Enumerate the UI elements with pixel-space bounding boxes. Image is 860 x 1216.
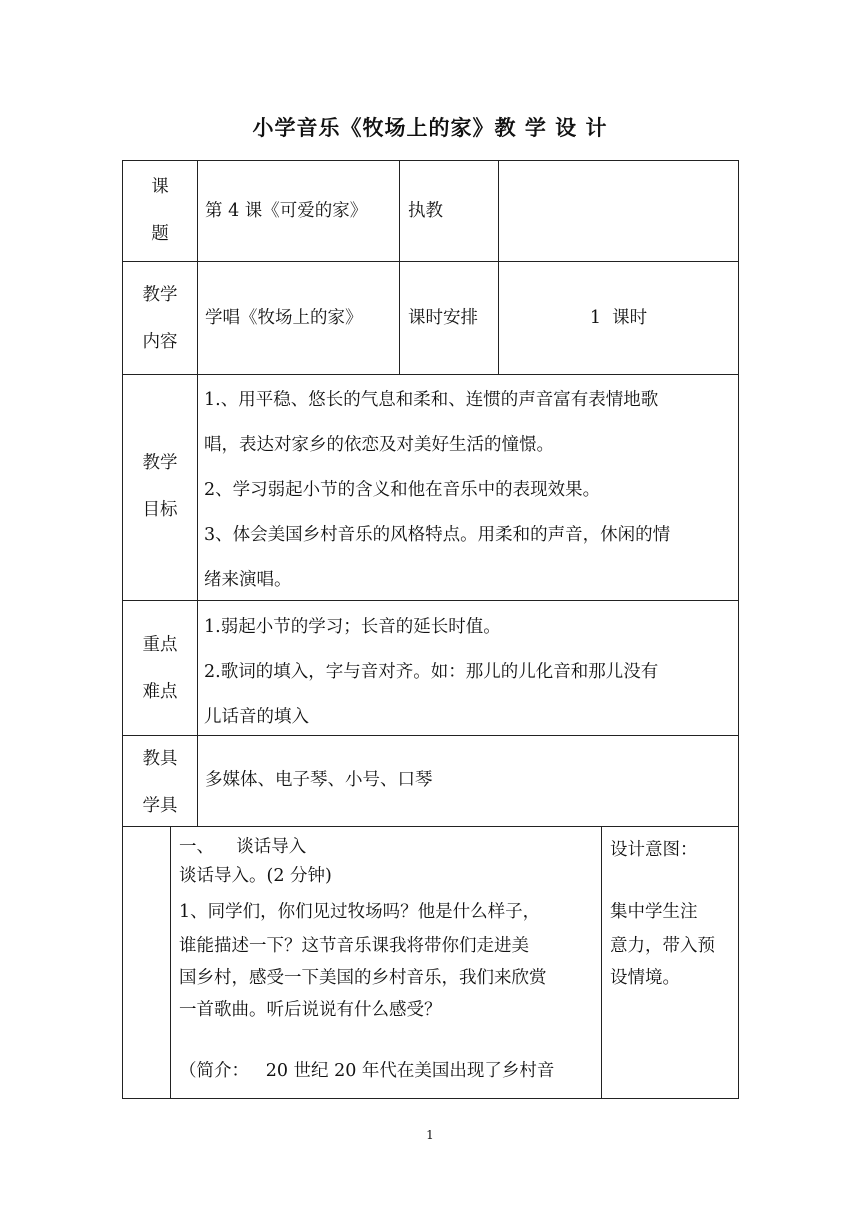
intent-column-divider	[601, 826, 602, 1099]
table-border-bottom	[122, 1098, 739, 1099]
row-divider	[122, 826, 739, 827]
row-divider	[122, 600, 739, 601]
page-title: 小学音乐《牧场上的家》教 学 设 计	[252, 116, 608, 140]
process-line: 谁能描述一下？这节音乐课我将带你们走进美	[179, 936, 529, 956]
tools-label: 教具 学具	[142, 749, 178, 816]
tools-value: 多媒体、电子琴、小号、口琴	[205, 770, 433, 790]
keypoints-line: 儿话音的填入	[204, 707, 309, 727]
schedule-label: 课时安排	[408, 308, 478, 328]
schedule-value: 1 课时	[589, 308, 648, 328]
topic-value: 第 4 课《可爱的家》	[205, 201, 368, 221]
goals-line: 2、学习弱起小节的含义和他在音乐中的表现效果。	[204, 480, 601, 500]
row-divider	[122, 261, 739, 262]
process-line: （简介： 20 世纪 20 年代在美国出现了乡村音	[179, 1061, 555, 1081]
table-border-top	[122, 160, 739, 161]
goals-label: 教学 目标	[142, 453, 178, 520]
content-label: 教学 内容	[142, 285, 178, 352]
table-border-right	[738, 160, 739, 1099]
teacher-label: 执教	[408, 201, 443, 221]
intent-line: 意力，带入预	[610, 936, 715, 956]
intent-line: 设情境。	[610, 968, 680, 988]
column-divider	[498, 160, 499, 375]
keypoints-line: 1.弱起小节的学习；长音的延长时值。	[204, 617, 501, 637]
process-line: 1、同学们，你们见过牧场吗？他是什么样子，	[179, 902, 541, 922]
column-divider	[399, 160, 400, 375]
process-line: 一、 谈话导入	[179, 837, 307, 857]
keypoints-line: 2.歌词的填入，字与音对齐。如：那儿的儿化音和那儿没有	[204, 662, 659, 682]
row-divider	[122, 735, 739, 736]
goals-line: 绪来演唱。	[204, 570, 292, 590]
process-line: 一首歌曲。听后说说有什么感受？	[179, 1000, 442, 1020]
intent-title: 设计意图：	[610, 840, 698, 860]
keypoints-label: 重点 难点	[142, 635, 178, 702]
process-line: 谈话导入。(2 分钟)	[179, 866, 332, 886]
process-column-divider	[170, 826, 171, 1099]
goals-line: 3、体会美国乡村音乐的风格特点。用柔和的声音，休闲的情	[204, 525, 671, 545]
row-divider	[122, 374, 739, 375]
page-number: 1	[426, 1128, 434, 1142]
topic-label: 课 题	[151, 177, 169, 244]
intent-line: 集中学生注	[610, 902, 698, 922]
process-line: 国乡村，感受一下美国的乡村音乐，我们来欣赏	[179, 968, 547, 988]
goals-line: 唱，表达对家乡的依恋及对美好生活的憧憬。	[204, 435, 554, 455]
label-column-divider	[197, 160, 198, 827]
content-value: 学唱《牧场上的家》	[205, 308, 363, 328]
goals-line: 1.、用平稳、悠长的气息和柔和、连惯的声音富有表情地歌	[204, 390, 659, 410]
